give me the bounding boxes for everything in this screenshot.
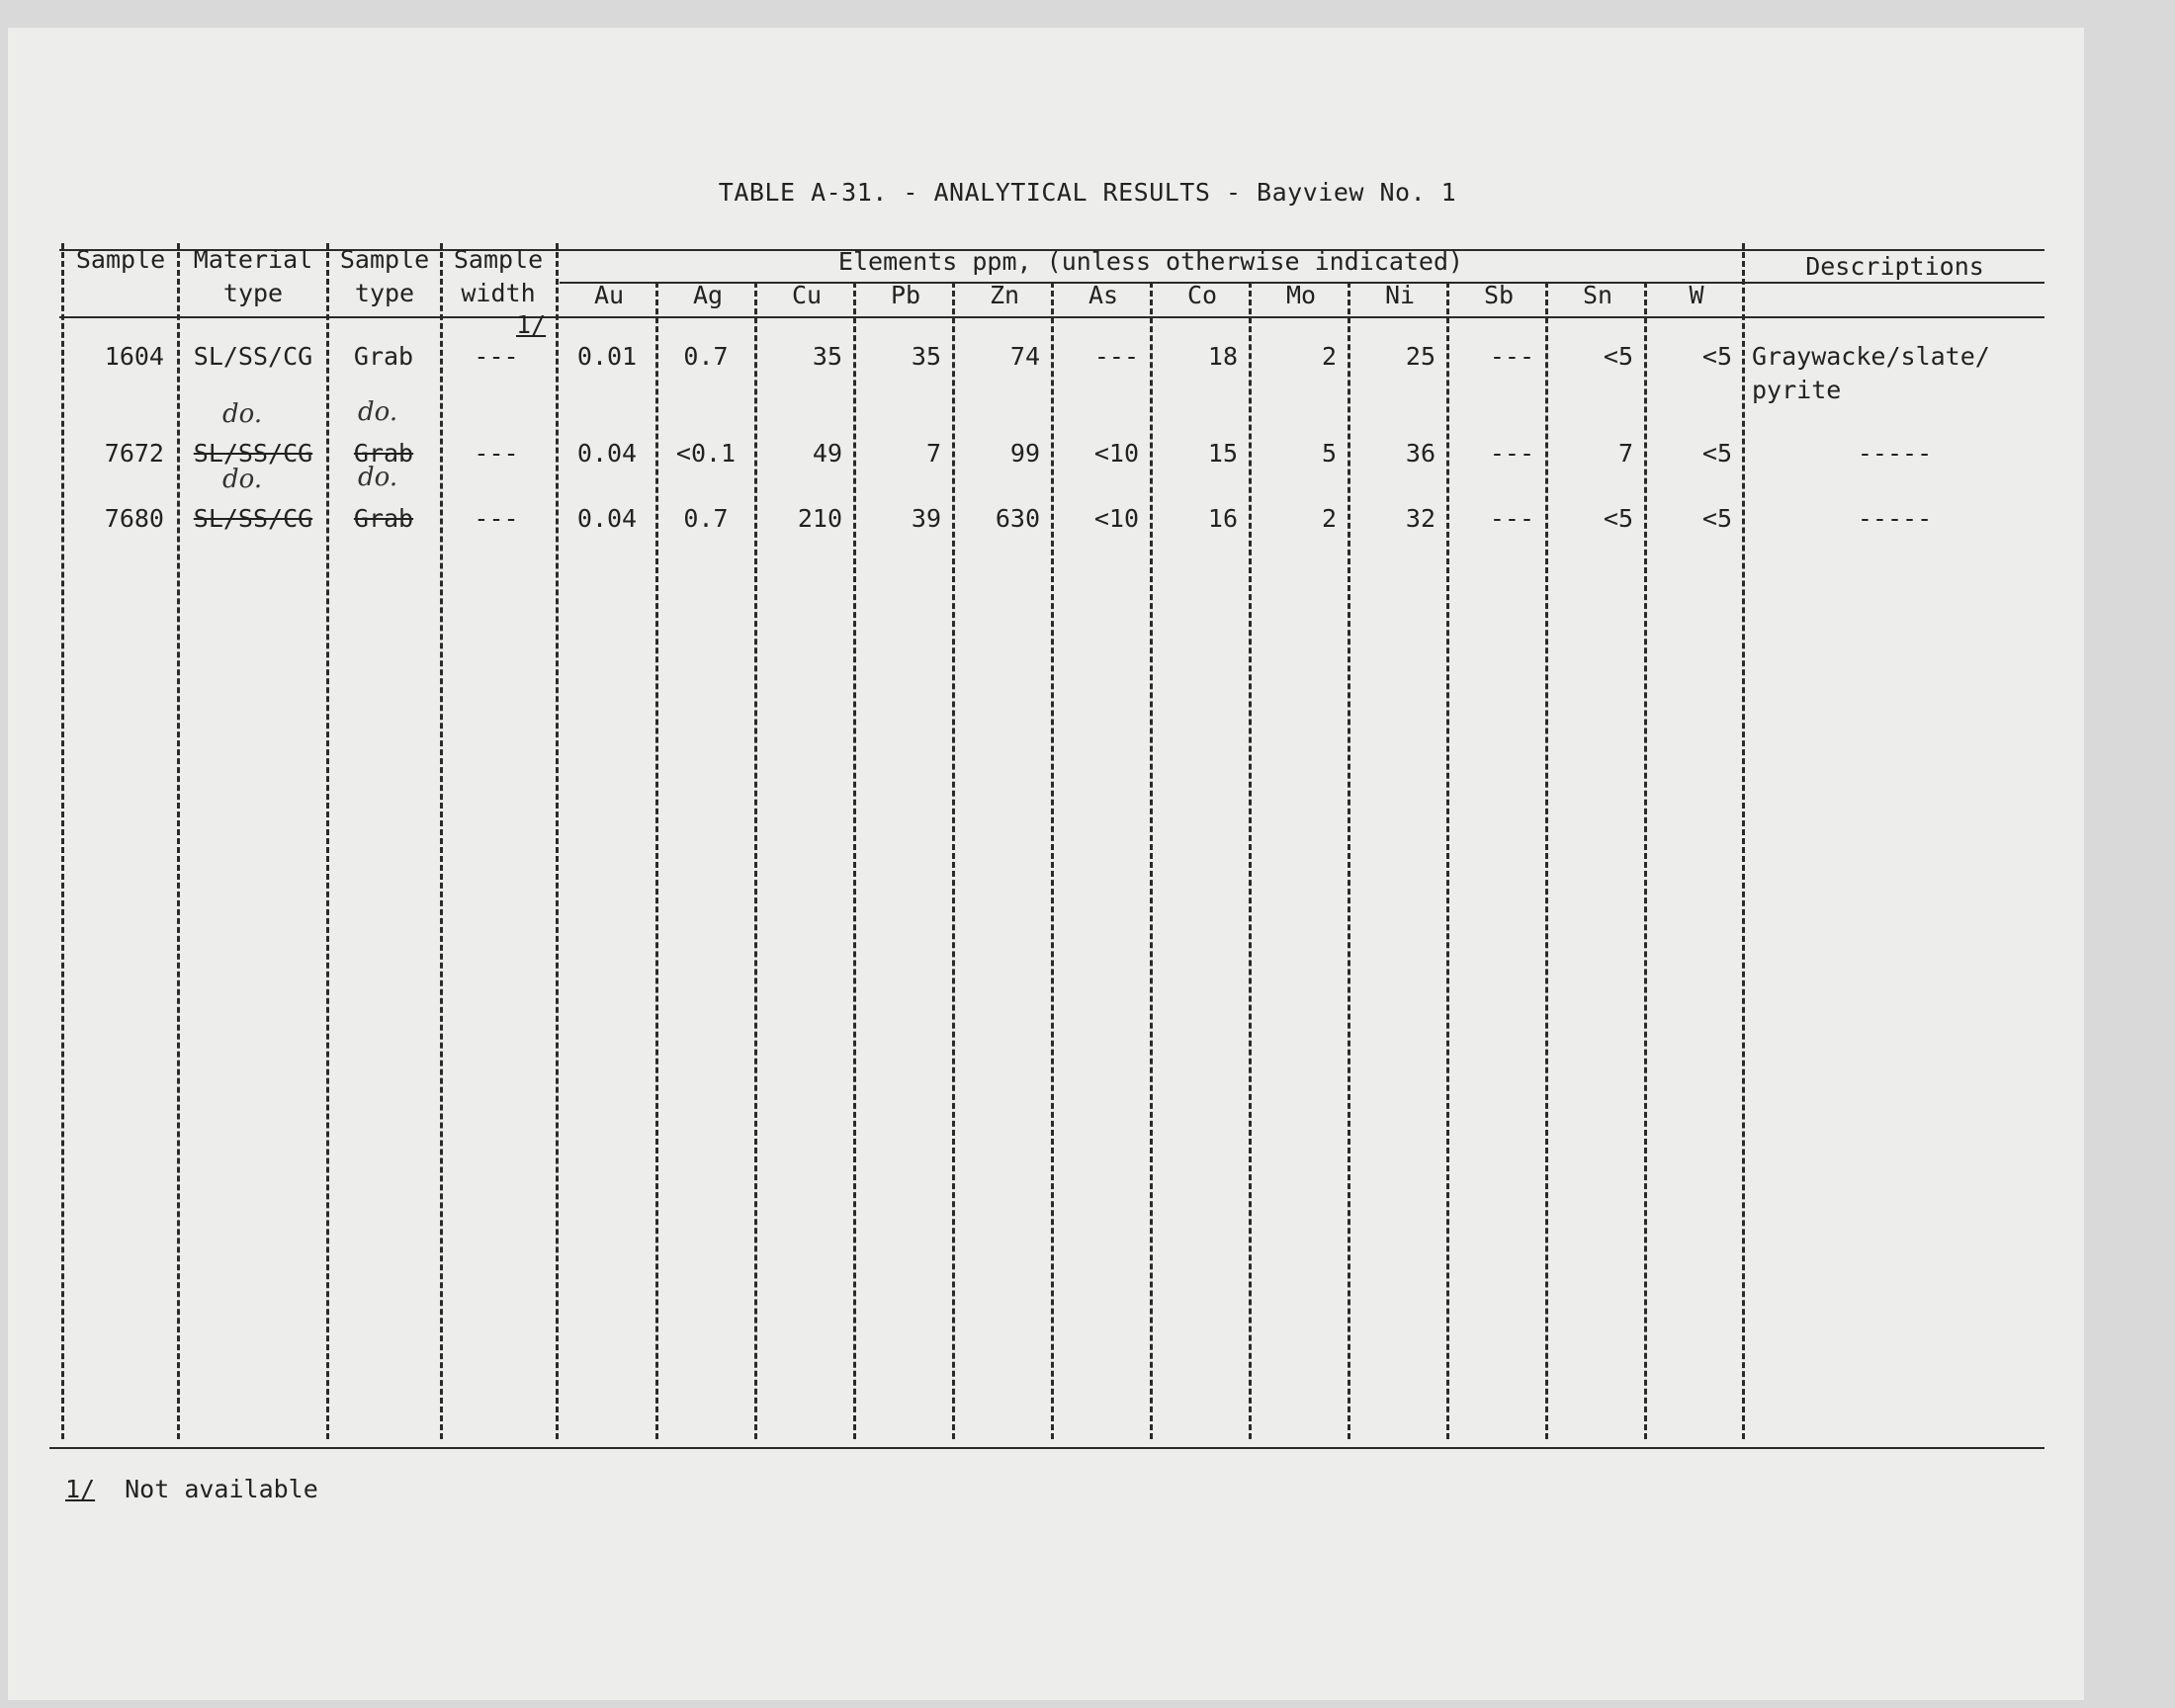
sample-id: 7672 (104, 439, 164, 468)
value-w: <5 (1701, 504, 1732, 533)
value-w: <5 (1701, 342, 1732, 371)
header-element-mo: Mo (1285, 281, 1317, 309)
col-divider (952, 282, 955, 1439)
col-divider (61, 243, 64, 1439)
header-element-w: W (1689, 281, 1704, 309)
value-ni: 36 (1405, 439, 1436, 468)
footnote-mark: 1/ (65, 1475, 96, 1503)
header-element-sn: Sn (1582, 281, 1613, 309)
description-line2: pyrite (1752, 376, 1842, 404)
ditto-material-annotation: do. (222, 399, 263, 429)
sample-type: Grab (353, 439, 414, 468)
material-type: SL/SS/CG (193, 439, 313, 468)
value-zn: 74 (1009, 342, 1040, 371)
table-title: TABLE A-31. - ANALYTICAL RESULTS - Bayview No. 1 (718, 178, 1457, 207)
value-zn: 99 (1009, 439, 1040, 468)
value-ni: 32 (1405, 504, 1436, 533)
value-w: <5 (1701, 439, 1732, 468)
description: Graywacke/slate/ (1752, 342, 1990, 371)
footnote (65, 1475, 318, 1503)
header-material-line2: type (222, 279, 284, 307)
value-ag: <0.1 (675, 439, 737, 468)
col-divider (754, 282, 757, 1439)
value-pb: 7 (925, 439, 941, 468)
header-element-co: Co (1186, 281, 1218, 309)
footnote-ref-mark: 1/ (516, 310, 547, 339)
col-divider (177, 243, 180, 1439)
value-cu: 210 (797, 504, 842, 533)
ditto-type-annotation: do. (358, 463, 398, 492)
footnote-text: Not available (125, 1475, 318, 1503)
col-divider (1348, 282, 1350, 1439)
ditto-material-annotation: do. (222, 465, 263, 494)
sample-width: --- (474, 439, 519, 468)
header-sample-type-line2: type (354, 279, 415, 307)
value-co: 18 (1207, 342, 1238, 371)
value-sn: 7 (1617, 439, 1633, 468)
header-element-as: As (1088, 281, 1119, 309)
value-sb: --- (1489, 439, 1534, 468)
sample-width: --- (474, 504, 519, 533)
header-descriptions: Descriptions (1805, 252, 1984, 281)
col-divider (1051, 282, 1054, 1439)
col-divider (1742, 243, 1745, 1439)
value-mo: 5 (1321, 439, 1337, 468)
header-element-ag: Ag (692, 281, 724, 309)
header-sample-width-line1: Sample (453, 245, 544, 274)
value-zn: 630 (995, 504, 1040, 533)
description: ----- (1857, 504, 1933, 533)
header-element-au: Au (593, 281, 625, 309)
value-mo: 2 (1321, 342, 1337, 371)
col-divider (1644, 282, 1647, 1439)
sample-type: Grab (353, 504, 414, 533)
col-divider (1446, 282, 1449, 1439)
header-sample-type-line1: Sample (339, 245, 430, 274)
value-as: <10 (1093, 439, 1139, 468)
value-sn: <5 (1603, 342, 1633, 371)
value-pb: 39 (911, 504, 941, 533)
value-ag: 0.7 (683, 342, 729, 371)
header-element-cu: Cu (791, 281, 823, 309)
value-ni: 25 (1405, 342, 1436, 371)
header-element-ni: Ni (1384, 281, 1416, 309)
value-co: 16 (1207, 504, 1238, 533)
sample-id: 7680 (104, 504, 164, 533)
value-sb: --- (1489, 504, 1534, 533)
sample-id: 1604 (104, 342, 164, 371)
col-divider (853, 282, 856, 1439)
value-mo: 2 (1321, 504, 1337, 533)
value-au: 0.01 (576, 342, 638, 371)
ditto-type-annotation: do. (358, 397, 398, 427)
sample-type: Grab (353, 342, 414, 371)
table-bottom-rule (49, 1447, 2044, 1449)
value-cu: 35 (812, 342, 842, 371)
sample-width: --- (474, 342, 519, 371)
col-divider (326, 243, 329, 1439)
value-as: <10 (1093, 504, 1139, 533)
value-au: 0.04 (576, 504, 638, 533)
value-sb: --- (1489, 342, 1534, 371)
col-divider (440, 243, 443, 1439)
header-material-line1: Material (193, 245, 313, 274)
col-divider (1545, 282, 1548, 1439)
value-au: 0.04 (576, 439, 638, 468)
value-as: --- (1093, 342, 1139, 371)
col-divider (556, 243, 559, 1439)
header-sample: Sample (75, 245, 166, 274)
header-element-sb: Sb (1483, 281, 1515, 309)
header-sample-width-line2: width (461, 279, 536, 307)
header-element-zn: Zn (989, 281, 1020, 309)
col-divider (1150, 282, 1153, 1439)
value-sn: <5 (1603, 504, 1633, 533)
material-type: SL/SS/CG (193, 342, 313, 371)
col-divider (655, 282, 658, 1439)
value-co: 15 (1207, 439, 1238, 468)
header-elements-group: Elements ppm, (unless otherwise indicated) (837, 247, 1464, 276)
value-pb: 35 (911, 342, 941, 371)
material-type: SL/SS/CG (193, 504, 313, 533)
value-cu: 49 (812, 439, 842, 468)
value-ag: 0.7 (683, 504, 729, 533)
description: ----- (1857, 439, 1933, 468)
col-divider (1249, 282, 1252, 1439)
header-element-pb: Pb (890, 281, 921, 309)
